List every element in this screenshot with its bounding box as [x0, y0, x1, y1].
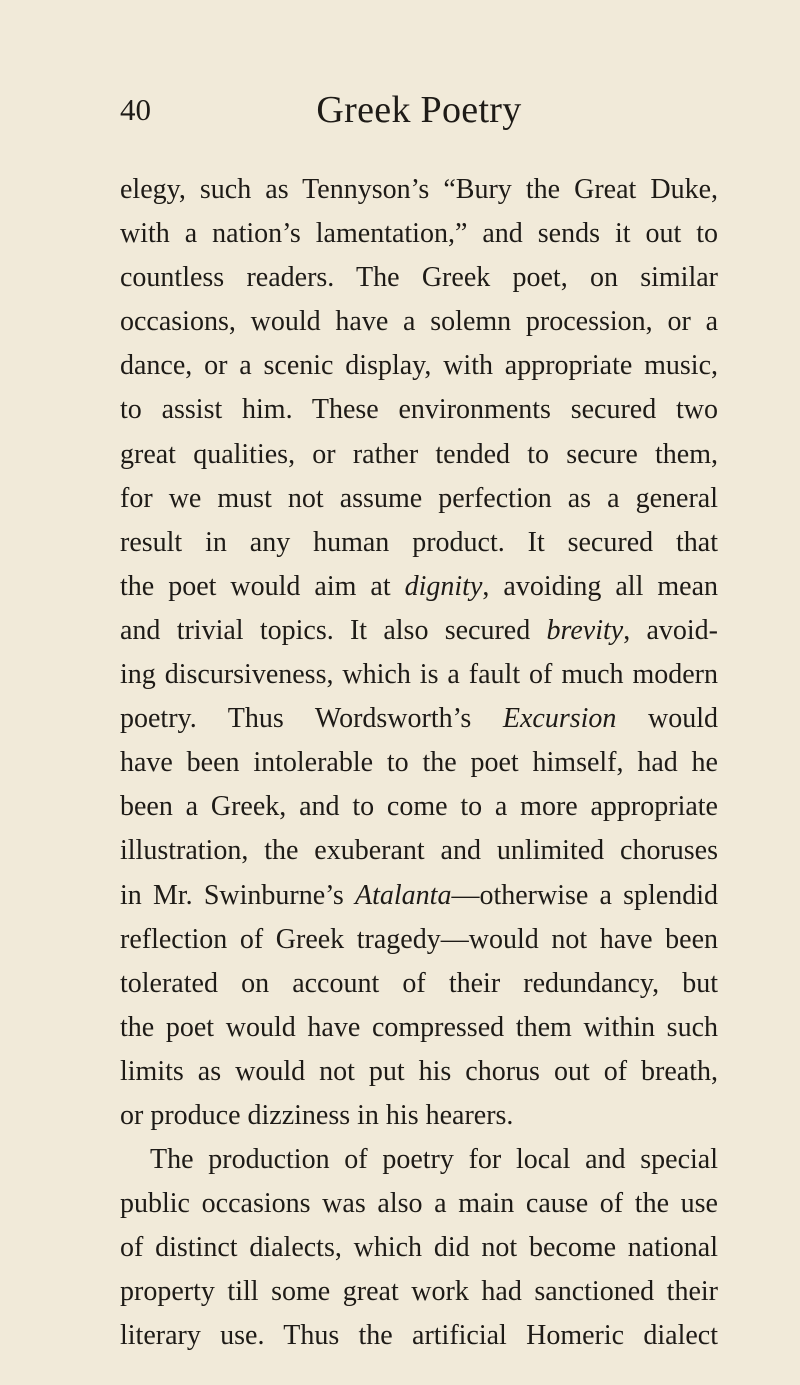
text-line: [120, 1138, 718, 1182]
text-segment: occasions, would have a solemn procession, or a: [120, 306, 718, 338]
text-line: [120, 1182, 718, 1226]
text-line: [120, 521, 718, 565]
text-segment: , avoiding all mean: [482, 570, 718, 602]
text-segment: result in any human product. It secured that: [120, 526, 718, 558]
text-segment: poetry. Thus Wordsworth’s: [120, 703, 503, 735]
text-line: [120, 1270, 718, 1314]
italic-word: brevity: [546, 614, 624, 646]
text-line: [120, 212, 718, 256]
text-segment: and trivial topics. It also secured: [120, 614, 547, 646]
book-page: [120, 80, 718, 1359]
text-line: [120, 433, 718, 477]
text-line: [120, 697, 718, 741]
text-segment: dance, or a scenic display, with appropriate music,: [120, 350, 718, 382]
italic-title: Excursion: [502, 703, 617, 735]
body-text: [120, 168, 718, 1359]
text-segment: , avoid-: [623, 614, 718, 646]
text-segment: tolerated on account of their redundancy, but: [120, 967, 718, 999]
text-line: [120, 1006, 718, 1050]
text-segment: ing discursiveness, which is a fault of much modern: [120, 659, 718, 691]
text-line: [120, 565, 718, 609]
text-line: [120, 477, 718, 521]
text-line: [120, 741, 718, 785]
text-line: [120, 653, 718, 697]
text-segment: the poet would aim at: [120, 570, 405, 602]
text-segment: been a Greek, and to come to a more appropriate: [120, 791, 718, 823]
text-segment: property till some great work had sanctioned their: [120, 1276, 718, 1308]
text-line: [120, 168, 718, 212]
text-line: [120, 388, 718, 432]
text-segment: reflection of Greek tragedy—would not have been: [120, 923, 718, 955]
text-segment: countless readers. The Greek poet, on similar: [120, 262, 718, 294]
text-line: [120, 874, 718, 918]
text-segment: great qualities, or rather tended to secure them,: [120, 438, 718, 470]
text-segment: elegy, such as Tennyson’s “Bury the Great Duke,: [120, 174, 718, 205]
text-line: [120, 829, 718, 873]
text-segment: limits as would not put his chorus out of breath,: [120, 1055, 718, 1087]
text-segment: in Mr. Swinburne’s: [120, 879, 355, 911]
text-line: [120, 609, 718, 653]
italic-word: dignity: [404, 570, 483, 602]
text-segment: illustration, the exuberant and unlimited choruses: [120, 835, 718, 867]
page-header-title: Greek Poetry: [316, 89, 522, 131]
text-line: [120, 1314, 718, 1358]
text-segment: have been intolerable to the poet himself, had he: [120, 747, 718, 779]
text-line: [120, 962, 718, 1006]
text-segment: literary use. Thus the artificial Homeric dialect: [120, 1320, 718, 1352]
text-segment: to assist him. These environments secured two: [120, 394, 718, 426]
page-number: 40: [120, 92, 151, 127]
text-line: [120, 256, 718, 300]
text-line: [120, 918, 718, 962]
text-line: [120, 1226, 718, 1270]
text-segment: for we must not assume perfection as a general: [120, 482, 718, 514]
text-segment: —otherwise a splendid: [451, 879, 718, 911]
text-segment: or produce dizziness in his hearers.: [120, 1099, 514, 1131]
text-segment: would: [616, 703, 718, 735]
running-head: [120, 80, 718, 140]
text-line: [120, 1094, 718, 1138]
text-segment: the poet would have compressed them within such: [120, 1011, 718, 1043]
text-line: [120, 300, 718, 344]
italic-title: Atalanta: [355, 879, 452, 911]
text-segment: of distinct dialects, which did not become national: [120, 1232, 718, 1264]
text-segment: with a nation’s lamentation,” and sends it out to: [120, 218, 718, 250]
text-line: [120, 1050, 718, 1094]
text-line: [120, 785, 718, 829]
text-line: [120, 344, 718, 388]
text-segment: public occasions was also a main cause of the use: [120, 1188, 718, 1220]
text-segment: The production of poetry for local and special: [150, 1144, 718, 1176]
